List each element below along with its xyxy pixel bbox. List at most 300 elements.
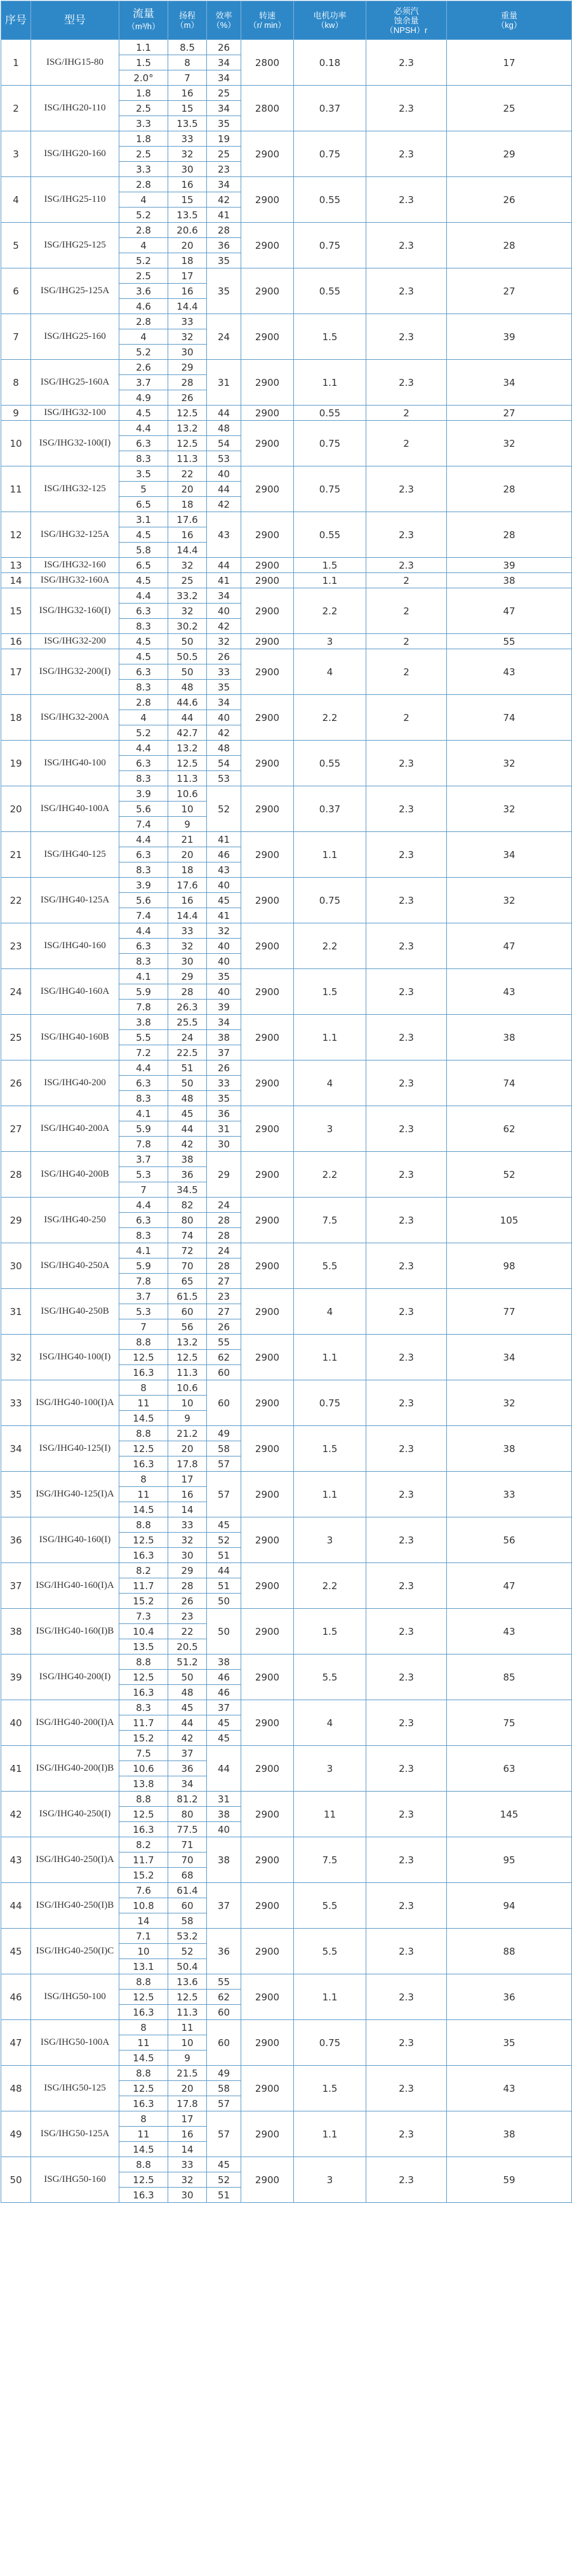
flow-value: 4.9 (119, 390, 168, 406)
head-value: 50 (168, 634, 207, 649)
head-value: 38 (168, 1152, 207, 1167)
flow-value: 1.8 (119, 131, 168, 147)
flow-value: 16.3 (119, 1456, 168, 1472)
model-name: ISG/IHG40-160A (31, 969, 119, 1015)
efficiency-value: 50 (207, 1594, 241, 1609)
head-value: 20 (168, 847, 207, 862)
motor-power-value: 0.55 (294, 512, 366, 558)
head-value: 13.2 (168, 741, 207, 756)
speed-value: 2900 (241, 741, 294, 786)
model-name: ISG/IHG40-250(I)A (31, 1837, 119, 1883)
speed-value: 2900 (241, 1472, 294, 1517)
weight-value: 105 (447, 1198, 572, 1243)
flow-value: 7.5 (119, 1746, 168, 1761)
efficiency-value: 40 (207, 710, 241, 725)
flow-value: 16.3 (119, 2005, 168, 2020)
npsh-value: 2.3 (366, 1655, 447, 1700)
row-number: 49 (1, 2111, 31, 2157)
head-value: 21.2 (168, 1426, 207, 1441)
row-number: 32 (1, 1335, 31, 1380)
head-value: 48 (168, 1091, 207, 1106)
speed-value: 2900 (241, 1335, 294, 1380)
speed-value: 2900 (241, 1380, 294, 1426)
table-row (1, 786, 572, 802)
flow-value: 15.2 (119, 1868, 168, 1883)
head-value: 8.5 (168, 40, 207, 55)
head-value: 17.6 (168, 512, 207, 527)
efficiency-value: 60 (207, 1365, 241, 1380)
npsh-value: 2 (366, 406, 447, 421)
table-row (1, 1792, 572, 1807)
weight-value: 74 (447, 695, 572, 741)
head-value: 15 (168, 101, 207, 116)
efficiency-value: 46 (207, 1670, 241, 1685)
flow-value: 3.3 (119, 162, 168, 177)
model-name: ISG/IHG32-100(I) (31, 421, 119, 466)
head-value: 61.4 (168, 1883, 207, 1898)
motor-power-value: 2.2 (294, 923, 366, 969)
head-value: 70 (168, 1853, 207, 1868)
efficiency-value: 33 (207, 1076, 241, 1091)
flow-value: 10.4 (119, 1624, 168, 1639)
model-name: ISG/IHG32-100 (31, 406, 119, 421)
flow-value: 5.3 (119, 1167, 168, 1182)
row-number: 50 (1, 2157, 31, 2203)
model-name: ISG/IHG40-250 (31, 1198, 119, 1243)
weight-value: 47 (447, 588, 572, 634)
table-row (1, 1015, 572, 1030)
head-value: 14 (168, 2142, 207, 2157)
flow-value: 6.5 (119, 497, 168, 512)
speed-value: 2800 (241, 40, 294, 86)
row-number: 11 (1, 466, 31, 512)
efficiency-value: 40 (207, 1822, 241, 1837)
efficiency-value: 52 (207, 786, 241, 832)
flow-value: 7.2 (119, 1045, 168, 1060)
table-row (1, 1517, 572, 1533)
speed-value: 2900 (241, 588, 294, 634)
header-weight: 重量 （kg） (447, 1, 572, 40)
row-number: 1 (1, 40, 31, 86)
speed-value: 2800 (241, 86, 294, 131)
head-value: 30 (168, 954, 207, 969)
flow-value: 7.6 (119, 1883, 168, 1898)
head-value: 32 (168, 329, 207, 345)
speed-value: 2900 (241, 2066, 294, 2111)
flow-value: 4.4 (119, 1060, 168, 1076)
head-value: 50 (168, 1670, 207, 1685)
head-value: 34.5 (168, 1182, 207, 1198)
header-motor-power: 电机功率 （kw） (294, 1, 366, 40)
efficiency-value: 32 (207, 634, 241, 649)
efficiency-value: 31 (207, 360, 241, 406)
efficiency-value: 53 (207, 771, 241, 786)
efficiency-value: 36 (207, 1929, 241, 1974)
weight-value: 43 (447, 969, 572, 1015)
model-name: ISG/IHG32-125 (31, 466, 119, 512)
flow-value: 4.6 (119, 299, 168, 314)
head-value: 42 (168, 1731, 207, 1746)
head-value: 17.6 (168, 878, 207, 893)
motor-power-value: 0.37 (294, 786, 366, 832)
head-value: 22 (168, 1624, 207, 1639)
model-name: ISG/IHG40-250A (31, 1243, 119, 1289)
head-value: 16 (168, 2127, 207, 2142)
efficiency-value: 42 (207, 619, 241, 634)
efficiency-value: 35 (207, 680, 241, 695)
flow-value: 8.3 (119, 1091, 168, 1106)
head-value: 32 (168, 2172, 207, 2188)
head-value: 48 (168, 680, 207, 695)
efficiency-value: 45 (207, 2157, 241, 2172)
head-value: 33.2 (168, 588, 207, 604)
row-number: 40 (1, 1700, 31, 1746)
motor-power-value: 0.18 (294, 40, 366, 86)
flow-value: 8 (119, 1380, 168, 1396)
head-value: 10 (168, 2035, 207, 2051)
npsh-value: 2.3 (366, 2020, 447, 2066)
weight-value: 47 (447, 1563, 572, 1609)
speed-value: 2900 (241, 832, 294, 878)
header-head: 扬程 （m） (168, 1, 207, 40)
head-value: 20 (168, 238, 207, 253)
efficiency-value: 42 (207, 497, 241, 512)
speed-value: 2900 (241, 360, 294, 406)
head-value: 12.5 (168, 406, 207, 421)
motor-power-value: 0.75 (294, 2020, 366, 2066)
efficiency-value: 62 (207, 1990, 241, 2005)
row-number: 47 (1, 2020, 31, 2066)
efficiency-value: 57 (207, 1472, 241, 1517)
efficiency-value: 35 (207, 253, 241, 268)
speed-value: 2900 (241, 649, 294, 695)
flow-value: 7.4 (119, 817, 168, 832)
weight-value: 29 (447, 131, 572, 177)
efficiency-value: 60 (207, 2020, 241, 2066)
model-name: ISG/IHG40-100 (31, 741, 119, 786)
model-name: ISG/IHG50-125A (31, 2111, 119, 2157)
row-number: 26 (1, 1060, 31, 1106)
efficiency-value: 34 (207, 1015, 241, 1030)
npsh-value: 2.3 (366, 177, 447, 223)
speed-value: 2900 (241, 466, 294, 512)
efficiency-value: 27 (207, 1304, 241, 1319)
efficiency-value: 60 (207, 1380, 241, 1426)
flow-value: 6.3 (119, 436, 168, 451)
flow-value: 4.4 (119, 923, 168, 939)
npsh-value: 2.3 (366, 969, 447, 1015)
head-value: 14.4 (168, 299, 207, 314)
weight-value: 98 (447, 1243, 572, 1289)
efficiency-value: 36 (207, 238, 241, 253)
npsh-value: 2.3 (366, 1152, 447, 1198)
weight-value: 27 (447, 268, 572, 314)
head-value: 9 (168, 817, 207, 832)
pump-spec-table (1, 1, 572, 2203)
model-name: ISG/IHG40-125A (31, 878, 119, 923)
table-row (1, 1060, 572, 1076)
head-value: 80 (168, 1213, 207, 1228)
table-row (1, 634, 572, 649)
npsh-value: 2 (366, 695, 447, 741)
table-row (1, 2066, 572, 2081)
head-value: 60 (168, 1304, 207, 1319)
npsh-value: 2.3 (366, 1380, 447, 1426)
efficiency-value: 46 (207, 1685, 241, 1700)
flow-value: 7.3 (119, 1609, 168, 1624)
head-value: 12.5 (168, 756, 207, 771)
weight-value: 47 (447, 923, 572, 969)
header-no: 序号 (1, 1, 31, 40)
model-name: ISG/IHG50-100 (31, 1974, 119, 2020)
flow-value: 2.5 (119, 147, 168, 162)
flow-value: 2.6 (119, 360, 168, 375)
efficiency-value: 39 (207, 1000, 241, 1015)
model-name: ISG/IHG40-200(I) (31, 1655, 119, 1700)
head-value: 33 (168, 131, 207, 147)
table-row (1, 969, 572, 984)
head-value: 10 (168, 802, 207, 817)
head-value: 74 (168, 1228, 207, 1243)
flow-value: 3.9 (119, 878, 168, 893)
flow-value: 6.3 (119, 939, 168, 954)
table-row (1, 1746, 572, 1761)
efficiency-value: 37 (207, 1045, 241, 1060)
npsh-value: 2.3 (366, 1472, 447, 1517)
motor-power-value: 1.1 (294, 832, 366, 878)
efficiency-value: 58 (207, 1441, 241, 1456)
efficiency-value: 57 (207, 1456, 241, 1472)
flow-value: 12.5 (119, 1670, 168, 1685)
motor-power-value: 3 (294, 2157, 366, 2203)
efficiency-value: 31 (207, 1121, 241, 1137)
motor-power-value: 3 (294, 634, 366, 649)
motor-power-value: 4 (294, 1700, 366, 1746)
efficiency-value: 34 (207, 177, 241, 192)
motor-power-value: 0.75 (294, 131, 366, 177)
row-number: 21 (1, 832, 31, 878)
row-number: 13 (1, 558, 31, 573)
motor-power-value: 1.1 (294, 2111, 366, 2157)
head-value: 14.4 (168, 908, 207, 923)
model-name: ISG/IHG40-200(I)B (31, 1746, 119, 1792)
npsh-value: 2 (366, 588, 447, 634)
row-number: 6 (1, 268, 31, 314)
flow-value: 13.1 (119, 1959, 168, 1974)
head-value: 9 (168, 1411, 207, 1426)
flow-value: 11.7 (119, 1715, 168, 1731)
flow-value: 3.6 (119, 284, 168, 299)
head-value: 72 (168, 1243, 207, 1258)
motor-power-value: 0.75 (294, 466, 366, 512)
head-value: 33 (168, 1517, 207, 1533)
flow-value: 8.3 (119, 1700, 168, 1715)
head-value: 50.4 (168, 1959, 207, 1974)
header-speed: 转速 （r/ min） (241, 1, 294, 40)
npsh-value: 2 (366, 573, 447, 588)
npsh-value: 2.3 (366, 1517, 447, 1563)
table-row (1, 314, 572, 329)
model-name: ISG/IHG40-250(I) (31, 1792, 119, 1837)
flow-value: 8.3 (119, 771, 168, 786)
flow-value: 2.0° (119, 70, 168, 86)
head-value: 10.6 (168, 786, 207, 802)
speed-value: 2900 (241, 131, 294, 177)
flow-value: 11 (119, 2127, 168, 2142)
head-value: 33 (168, 2157, 207, 2172)
flow-value: 4.4 (119, 741, 168, 756)
flow-value: 8.3 (119, 619, 168, 634)
flow-value: 16.3 (119, 1548, 168, 1563)
npsh-value: 2.3 (366, 314, 447, 360)
head-value: 26 (168, 390, 207, 406)
flow-value: 3.7 (119, 1152, 168, 1167)
flow-value: 16.3 (119, 1365, 168, 1380)
efficiency-value: 42 (207, 192, 241, 208)
row-number: 12 (1, 512, 31, 558)
model-name: ISG/IHG40-250(I)C (31, 1929, 119, 1974)
head-value: 16 (168, 86, 207, 101)
motor-power-value: 11 (294, 1792, 366, 1837)
row-number: 42 (1, 1792, 31, 1837)
efficiency-value: 41 (207, 573, 241, 588)
head-value: 30 (168, 345, 207, 360)
efficiency-value: 44 (207, 406, 241, 421)
header-npsh: 必须汽 蚀余量 （NPSH）r (366, 1, 447, 40)
npsh-value: 2.3 (366, 1609, 447, 1655)
row-number: 20 (1, 786, 31, 832)
motor-power-value: 1.1 (294, 573, 366, 588)
head-value: 28 (168, 375, 207, 390)
row-number: 28 (1, 1152, 31, 1198)
flow-value: 15.2 (119, 1731, 168, 1746)
model-name: ISG/IHG25-125 (31, 223, 119, 268)
flow-value: 5.2 (119, 253, 168, 268)
flow-value: 8 (119, 2020, 168, 2035)
head-value: 36 (168, 1761, 207, 1776)
table-row (1, 1609, 572, 1624)
head-value: 22 (168, 466, 207, 482)
row-number: 39 (1, 1655, 31, 1700)
head-value: 18 (168, 497, 207, 512)
row-number: 16 (1, 634, 31, 649)
model-name: ISG/IHG32-200A (31, 695, 119, 741)
weight-value: 43 (447, 649, 572, 695)
speed-value: 2900 (241, 1609, 294, 1655)
flow-value: 5.2 (119, 725, 168, 741)
efficiency-value: 28 (207, 223, 241, 238)
head-value: 26.3 (168, 1000, 207, 1015)
motor-power-value: 1.5 (294, 314, 366, 360)
head-value: 12.5 (168, 1350, 207, 1365)
row-number: 38 (1, 1609, 31, 1655)
speed-value: 2900 (241, 1517, 294, 1563)
table-row (1, 223, 572, 238)
efficiency-value: 35 (207, 268, 241, 314)
flow-value: 8.8 (119, 1655, 168, 1670)
efficiency-value: 26 (207, 1060, 241, 1076)
efficiency-value: 54 (207, 756, 241, 771)
head-value: 14 (168, 1502, 207, 1517)
speed-value: 2900 (241, 1563, 294, 1609)
head-value: 50.5 (168, 649, 207, 664)
speed-value: 2900 (241, 2157, 294, 2203)
speed-value: 2900 (241, 923, 294, 969)
table-row (1, 466, 572, 482)
flow-value: 5.9 (119, 984, 168, 1000)
head-value: 12.5 (168, 436, 207, 451)
motor-power-value: 1.1 (294, 1472, 366, 1517)
model-name: ISG/IHG50-160 (31, 2157, 119, 2203)
npsh-value: 2.3 (366, 786, 447, 832)
table-row (1, 695, 572, 710)
efficiency-value: 41 (207, 832, 241, 847)
speed-value: 2900 (241, 512, 294, 558)
efficiency-value: 38 (207, 1655, 241, 1670)
table-row (1, 1472, 572, 1487)
efficiency-value: 34 (207, 55, 241, 70)
npsh-value: 2.3 (366, 2111, 447, 2157)
efficiency-value: 26 (207, 1319, 241, 1335)
table-row (1, 1380, 572, 1396)
motor-power-value: 5.5 (294, 1883, 366, 1929)
efficiency-value: 36 (207, 1106, 241, 1121)
speed-value: 2900 (241, 1746, 294, 1792)
flow-value: 14.5 (119, 1502, 168, 1517)
npsh-value: 2.3 (366, 878, 447, 923)
head-value: 80 (168, 1807, 207, 1822)
head-value: 22.5 (168, 1045, 207, 1060)
flow-value: 8 (119, 2111, 168, 2127)
motor-power-value: 0.55 (294, 741, 366, 786)
weight-value: 94 (447, 1883, 572, 1929)
efficiency-value: 24 (207, 1198, 241, 1213)
flow-value: 4.5 (119, 649, 168, 664)
flow-value: 7 (119, 1319, 168, 1335)
table-row (1, 1335, 572, 1350)
head-value: 30 (168, 162, 207, 177)
efficiency-value: 40 (207, 954, 241, 969)
head-value: 33 (168, 923, 207, 939)
motor-power-value: 1.1 (294, 360, 366, 406)
model-name: ISG/IHG40-200 (31, 1060, 119, 1106)
head-value: 20 (168, 2081, 207, 2096)
head-value: 30 (168, 1548, 207, 1563)
model-name: ISG/IHG40-125(I) (31, 1426, 119, 1472)
speed-value: 2900 (241, 1289, 294, 1335)
flow-value: 10.6 (119, 1761, 168, 1776)
row-number: 19 (1, 741, 31, 786)
head-value: 37 (168, 1746, 207, 1761)
efficiency-value: 53 (207, 451, 241, 466)
model-name: ISG/IHG25-160 (31, 314, 119, 360)
efficiency-value: 25 (207, 147, 241, 162)
motor-power-value: 4 (294, 1060, 366, 1106)
model-name: ISG/IHG40-250B (31, 1289, 119, 1335)
weight-value: 28 (447, 512, 572, 558)
head-value: 12.5 (168, 1990, 207, 2005)
efficiency-value: 50 (207, 1609, 241, 1655)
motor-power-value: 3 (294, 1106, 366, 1152)
speed-value: 2900 (241, 2111, 294, 2157)
efficiency-value: 27 (207, 1274, 241, 1289)
row-number: 37 (1, 1563, 31, 1609)
flow-value: 2.8 (119, 177, 168, 192)
flow-value: 11.7 (119, 1578, 168, 1594)
row-number: 33 (1, 1380, 31, 1426)
head-value: 11.3 (168, 451, 207, 466)
efficiency-value: 49 (207, 1426, 241, 1441)
